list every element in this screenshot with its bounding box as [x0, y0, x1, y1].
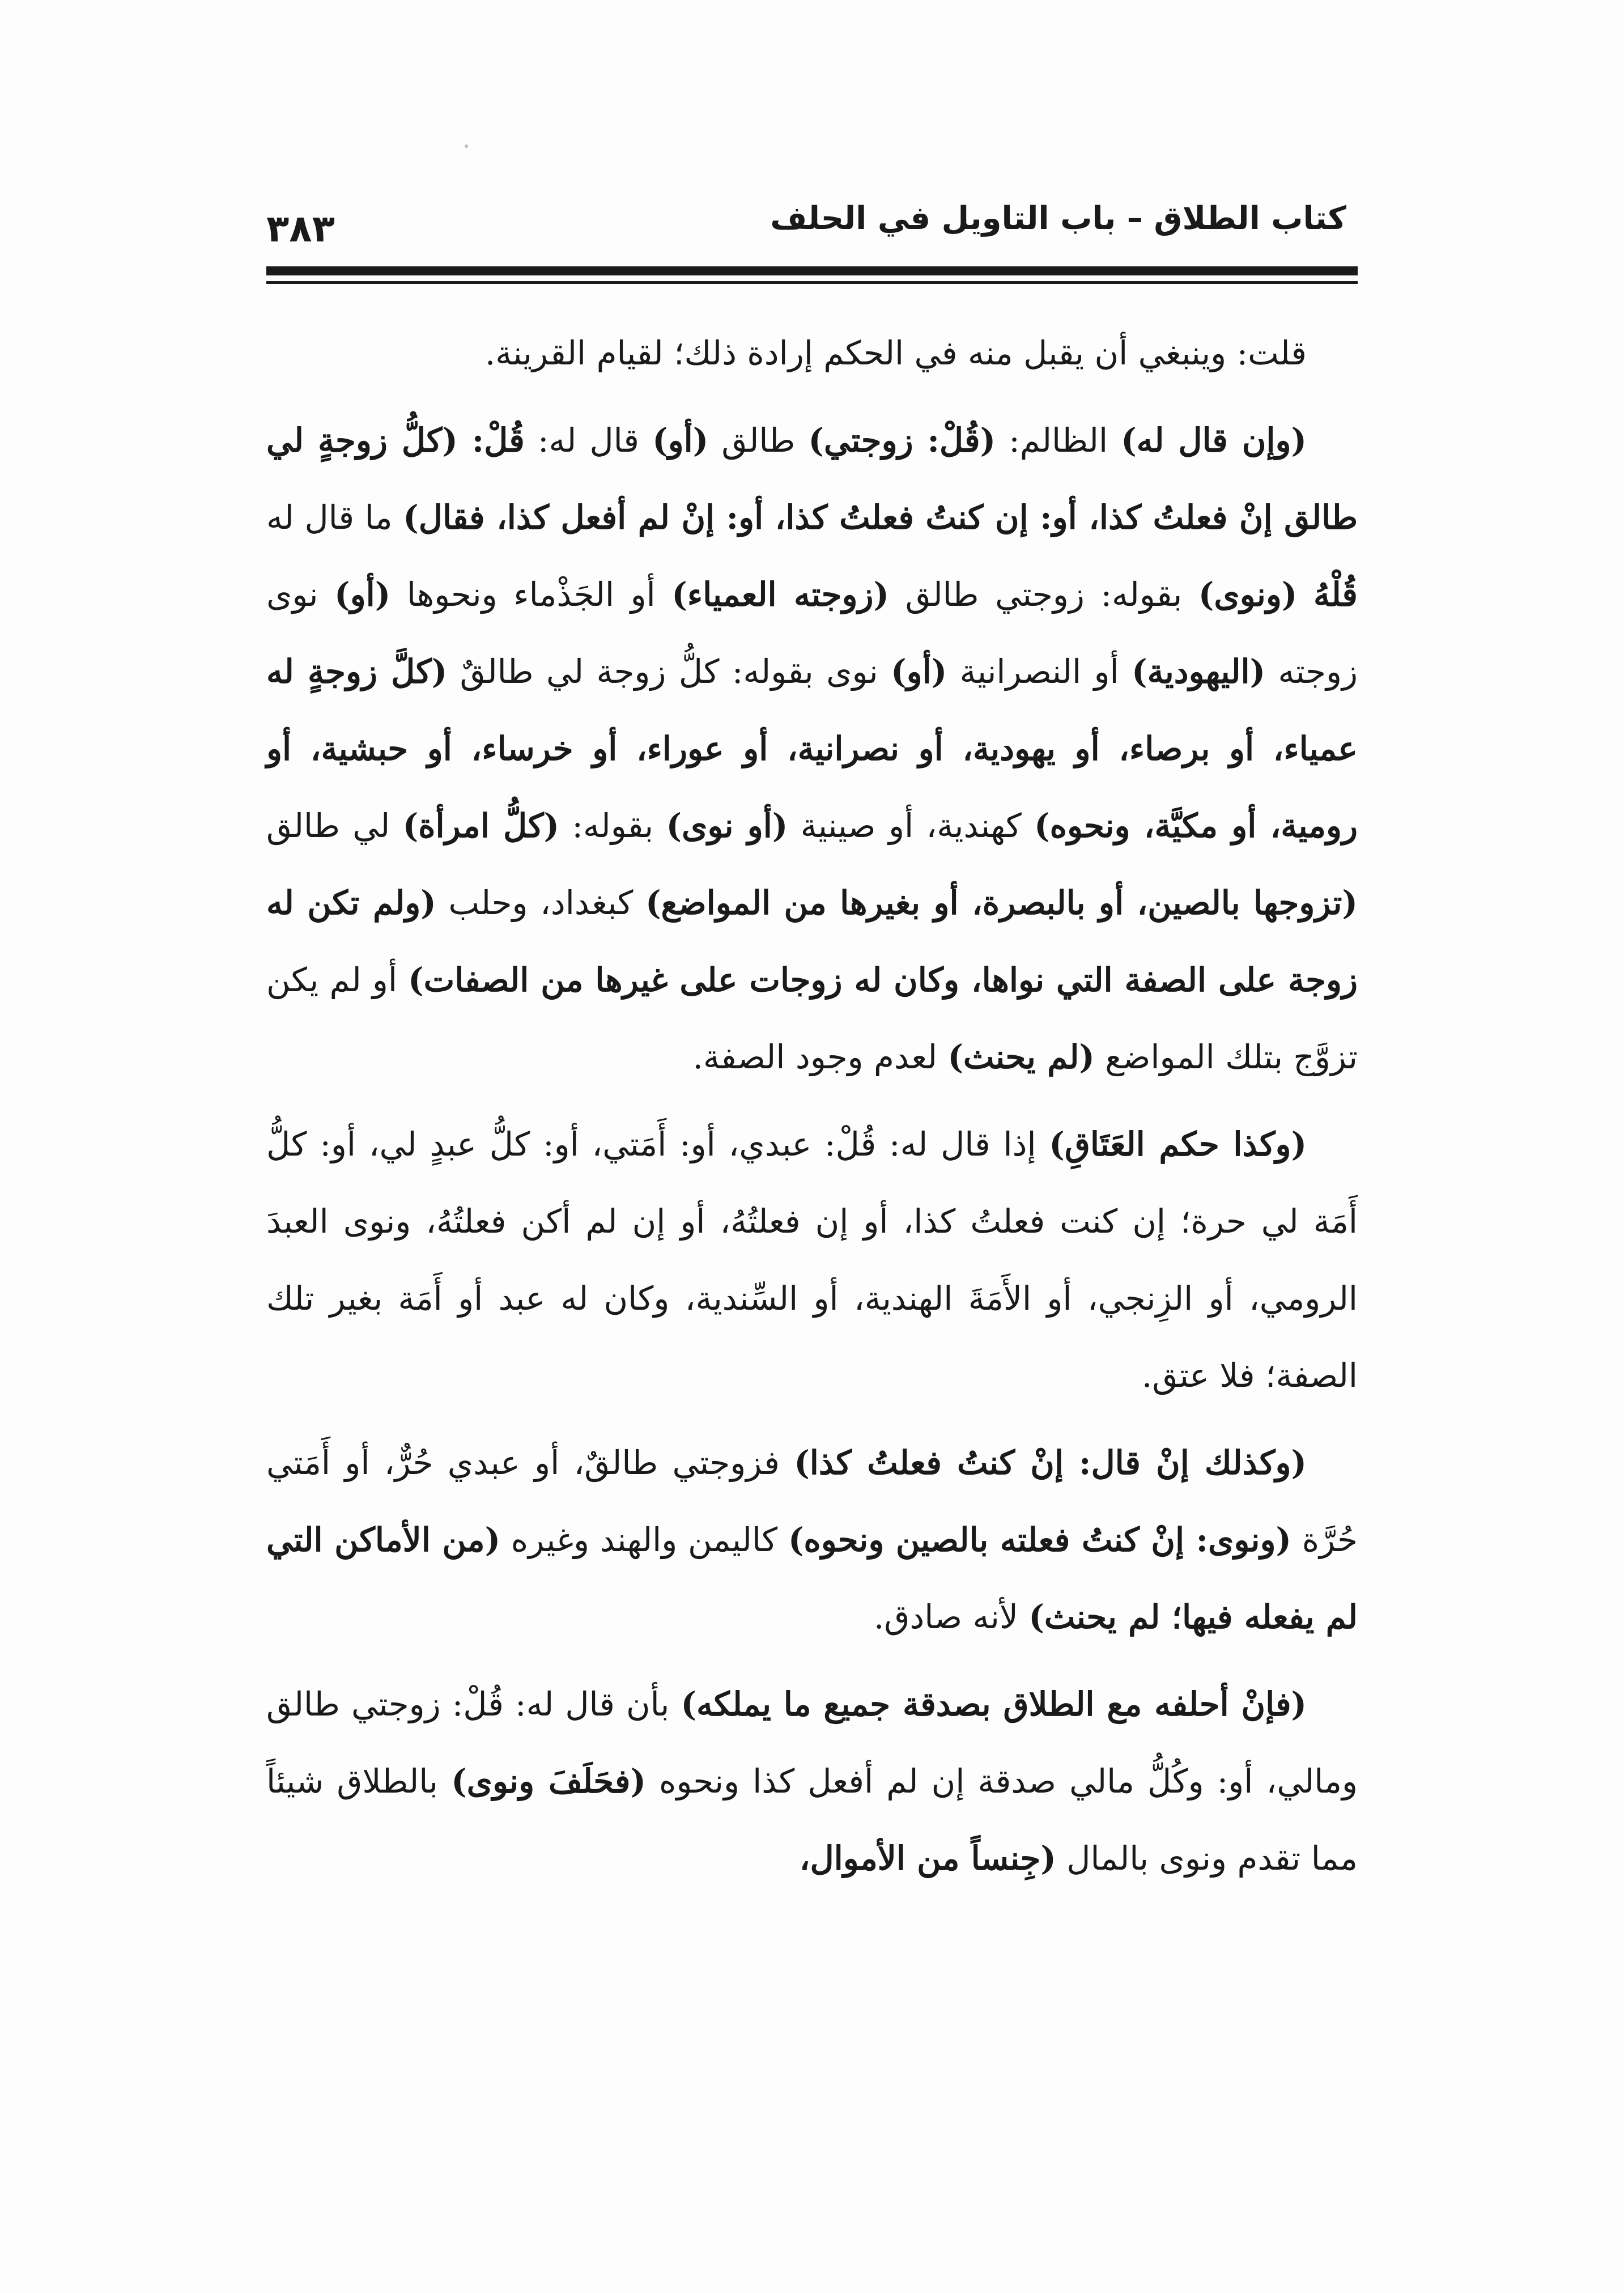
scan-speck [465, 145, 468, 148]
sharh-text: فزوجتي طالقٌ، أو عبدي حُرٌّ، أو أَمَتي حُرَّة [266, 1443, 1358, 1559]
matn-text: (وكذا حكم العَتَاقِ) [1049, 1125, 1307, 1164]
matn-text: (أو) [891, 652, 947, 691]
paragraph [266, 1424, 1358, 1655]
matn-text: (تزوجها بالصين، أو بالبصرة، أو بغيرها من المواضع) [645, 884, 1358, 922]
matn-text: قُلْهُ [1313, 575, 1358, 614]
sharh-text: بالطلاق شيئاً مما تقدم ونوى بالمال [266, 1762, 1358, 1878]
matn-text: (أو) [652, 421, 709, 460]
matn-text: (أو) [334, 575, 391, 614]
matn-text: (وكذلك إنْ قال: إنْ كنتُ فعلتُ كذا) [794, 1443, 1307, 1482]
paragraph [266, 315, 1358, 392]
sharh-text: أو النصرانية [947, 652, 1132, 691]
sharh-text: بقوله: [559, 806, 666, 845]
sharh-text: نوى زوجته [266, 575, 1358, 691]
sharh-text: كاليمن والهند وغيره [500, 1521, 788, 1559]
matn-text: (ونوى) [1198, 575, 1298, 614]
sharh-text: كهندية، أو صينية [788, 806, 1035, 845]
paragraph [266, 1666, 1358, 1897]
matn-text: (كلَّ زوجةٍ له عمياء، أو برصاء، أو يهودية، أو نصرانية، أو عوراء، أو خرساء، أو حبشية، أو رومية، أو مكيَّة، ونحوه) [266, 652, 1358, 845]
matn-text: (قُلْ: زوجتي) [808, 421, 996, 460]
matn-text: (ولم تكن له زوجة على الصفة التي نواها، وكان له زوجات على غيرها من الصفات) [266, 884, 1358, 999]
sharh-text: لي طالق [266, 806, 403, 845]
sharh-text: نوى بقوله: كلُّ زوجة لي طالقٌ [447, 652, 891, 691]
sharh-text: لعدم وجود الصفة. [692, 1038, 948, 1076]
matn-text: (أو نوى) [666, 806, 788, 845]
sharh-text: أو لم يكن تزوَّج بتلك المواضع [266, 961, 1358, 1076]
header-rule-thick [266, 266, 1358, 275]
matn-text: (وإن قال له) [1121, 421, 1307, 460]
sharh-text: بقوله: زوجتي طالق [888, 575, 1198, 614]
sharh-text: ما قال له [266, 498, 403, 537]
matn-text: (جِنساً من الأموال، [799, 1839, 1056, 1878]
matn-text: (اليهودية) [1132, 652, 1266, 691]
sharh-text: قال له: [524, 421, 653, 460]
page-number: ٣٨٣ [266, 207, 335, 250]
matn-text: قُلْ: (كلُّ زوجةٍ لي طالق إنْ فعلتُ كذا، أو: إن كنتُ فعلتُ كذا، أو: إنْ لم أفعل كذا، فقال) [266, 421, 1358, 537]
sharh-text: إذا قال له: قُلْ: عبدي، أو: أَمَتي، أو: كلُّ عبدٍ لي، أو: كلُّ أَمَة لي حرة؛ إن كنت فعلتُ كذا، أو إن فعلتُهُ، أو إن لم أكن فعلتُهُ، ونوى العبدَ الرومي، أو الزِنجي، أو الأَمَةَ الهندية، أو السِّندية، وكان له عبد أو أَمَة بغير تلك الصفة؛ فلا عتق. [266, 1125, 1358, 1395]
matn-text: (فحَلَفَ ونوى) [451, 1762, 646, 1801]
sharh-text: الظالم: [996, 421, 1121, 460]
paragraph [266, 1106, 1358, 1414]
sharh-text: طالق [708, 421, 809, 460]
running-title: كتاب الطلاق – باب التاويل في الحلف [770, 200, 1346, 237]
matn-text: (فإنْ أحلفه مع الطلاق بصدقة جميع ما يملكه) [681, 1685, 1307, 1723]
paragraph [266, 402, 1358, 1095]
matn-text: (لم يحنث) [947, 1038, 1095, 1076]
matn-text: (زوجته العمياء) [671, 575, 889, 614]
sharh-text [1297, 575, 1313, 614]
sharh-text: كبغداد، وحلب [436, 884, 646, 922]
matn-text: (ونوى: إنْ كنتُ فعلته بالصين ونحوه) [788, 1521, 1291, 1559]
sharh-text: لأنه صادق. [873, 1598, 1029, 1636]
sharh-text: بأن قال له: قُلْ: زوجتي طالق ومالي، أو: وكُلُّ مالي صدقة إن لم أفعل كذا ونحوه [266, 1685, 1358, 1801]
header-rule-thin [266, 281, 1358, 284]
body-text [266, 315, 1358, 1897]
matn-text: (من الأماكن التي لم يفعله فيها؛ لم يحنث) [266, 1521, 1358, 1636]
sharh-text: قلت: وينبغي أن يقبل منه في الحكم إرادة ذلك؛ لقيام القرينة. [484, 334, 1307, 372]
sharh-text: أو الجَذْماء ونحوها [390, 575, 672, 614]
page-header [266, 196, 1358, 264]
matn-text: (كلُّ امرأة) [402, 806, 559, 845]
